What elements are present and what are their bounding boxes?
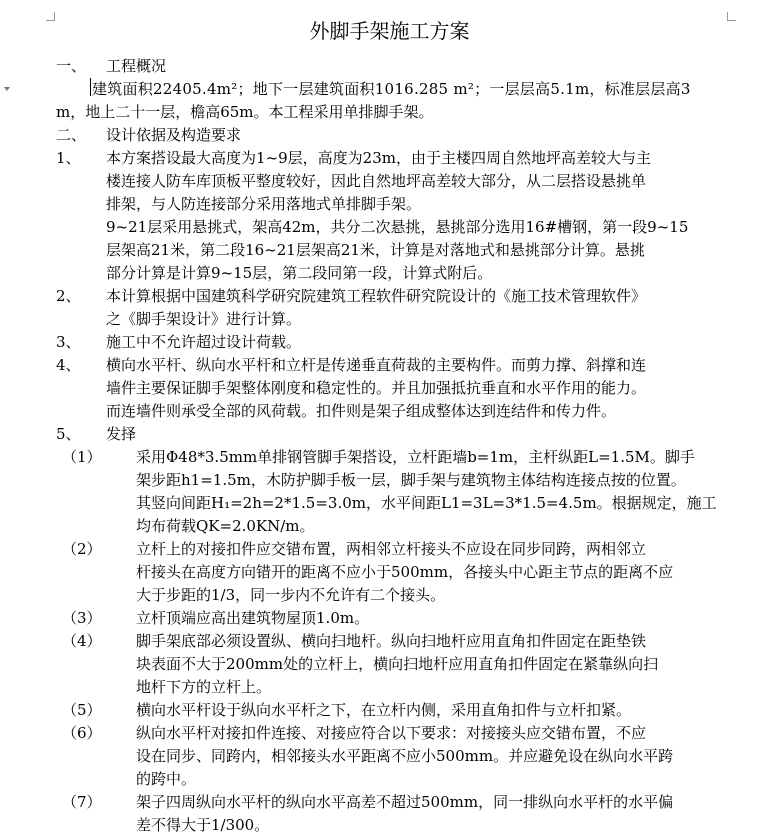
section-number: 一、	[56, 57, 87, 75]
body-line[interactable]: 而连墙件则承受全部的风荷载。扣件则是架子组成整体达到连结件和传力件。	[106, 402, 617, 420]
item-number: 3、	[56, 333, 81, 351]
section-number: 二、	[56, 126, 87, 144]
body-line[interactable]: 均布荷载QK=2.0KN/m。	[136, 517, 315, 535]
body-line[interactable]: m，地上二十一层，檐高65m。本工程采用单排脚手架。	[56, 103, 434, 121]
item-number: 2、	[56, 287, 81, 305]
subitem-number: （3）	[62, 609, 102, 627]
body-line[interactable]: 本方案搭设最大高度为1~9层，高度为23m，由于主楼四周自然地坪高差较大与主	[106, 149, 651, 167]
item-number: 5、	[56, 425, 81, 443]
body-line[interactable]: 大于步距的1/3，同一步内不允许有二个接头。	[136, 586, 446, 604]
body-line[interactable]: 的跨中。	[136, 770, 197, 788]
body-line[interactable]: 设在同步、同跨内，相邻接头水平距离不应小500mm。并应避免设在纵向水平跨	[136, 747, 674, 765]
body-line[interactable]: 横向水平杆设于纵向水平杆之下，在立杆内侧，采用直角扣件与立杆扣紧。	[136, 701, 632, 719]
body-line[interactable]: 立杆上的对接扣件应交错布置，两相邻立杆接头不应设在同步同跨，两相邻立	[136, 540, 647, 558]
subitem-number: （6）	[62, 724, 102, 742]
body-line[interactable]: 架步距h1=1.5m，木防护脚手板一层，脚手架与建筑物主体结构连接点按的位置。	[136, 471, 686, 489]
body-line[interactable]: 建筑面积22405.4m²；地下一层建筑面积1016.285 m²；一层层高5.1m，标准层层高3	[92, 80, 691, 98]
body-line[interactable]: 墙件主要保证脚手架整体刚度和稳定性的。并且加强抵抗垂直和水平作用的能力。	[106, 379, 647, 397]
body-line[interactable]: 架子四周纵向水平杆的纵向水平高差不超过500mm，同一排纵向水平杆的水平偏	[136, 793, 674, 811]
body-line[interactable]: 发择	[106, 425, 137, 443]
body-line[interactable]: 杆接头在高度方向错开的距离不应小于500mm，各接头中心距主节点的距离不应	[136, 563, 674, 581]
subitem-number: （7）	[62, 793, 102, 811]
body-line[interactable]: 纵向水平杆对接扣件连接、对接应符合以下要求：对接接头应交错布置，不应	[136, 724, 647, 742]
body-line[interactable]: 层架高21米，第二段16~21层架高21米，计算是对落地式和悬挑部分计算。悬挑	[106, 241, 645, 259]
body-line[interactable]: 其竖向间距H₁=2h=2*1.5=3.0m，水平间距L1=3L=3*1.5=4.5m。根据规定，施工	[136, 494, 717, 512]
subitem-number: （4）	[62, 632, 102, 650]
body-line[interactable]: 排架，与人防连接部分采用落地式单排脚手架。	[106, 195, 422, 213]
body-line[interactable]: 9~21层采用悬挑式，架高42m，共分二次悬挑，悬挑部分选用16#槽钢，第一段9~15	[106, 218, 689, 236]
body-line[interactable]: 之《脚手架设计》进行计算。	[106, 310, 302, 328]
body-line[interactable]: 地杆下方的立杆上。	[136, 678, 272, 696]
body-line[interactable]: 立杆顶端应高出建筑物屋顶1.0m。	[136, 609, 370, 627]
body-line[interactable]: 楼连接人防车库顶板平整度较好，因此自然地坪高差较大部分，从二层搭设悬挑单	[106, 172, 647, 190]
section-heading: 工程概况	[106, 57, 167, 75]
paragraph-marker-icon	[4, 87, 10, 91]
item-number: 4、	[56, 356, 81, 374]
body-line[interactable]: 采用Φ48*3.5mm单排钢管脚手架搭设，立杆距墙b=1m，主杆纵距L=1.5M。脚手	[136, 448, 695, 466]
subitem-number: （2）	[62, 540, 102, 558]
body-line[interactable]: 部分计算是计算9~15层，第二段同第一段，计算式附后。	[106, 264, 493, 282]
subitem-number: （1）	[62, 448, 102, 466]
body-line[interactable]: 施工中不允许超过设计荷载。	[106, 333, 302, 351]
document-title: 外脚手架施工方案	[309, 19, 470, 43]
body-line[interactable]: 脚手架底部必须设置纵、横向扫地杆。纵向扫地杆应用直角扣件固定在距垫铁	[136, 632, 647, 650]
item-number: 1、	[56, 149, 81, 167]
body-line[interactable]: 本计算根据中国建筑科学研究院建筑工程软件研究院设计的《施工技术管理软件》	[106, 287, 647, 305]
body-line[interactable]: 差不得大于1/300。	[136, 816, 270, 834]
section-heading: 设计依据及构造要求	[106, 126, 242, 144]
body-line[interactable]: 横向水平杆、纵向水平杆和立杆是传递垂直荷裁的主要构件。而剪力撑、斜撑和连	[106, 356, 647, 374]
text-cursor	[90, 78, 91, 96]
body-line[interactable]: 块表面不大于200mm处的立杆上，横向扫地杆应用直角扣件固定在紧靠纵向扫	[136, 655, 659, 673]
subitem-number: （5）	[62, 701, 102, 719]
